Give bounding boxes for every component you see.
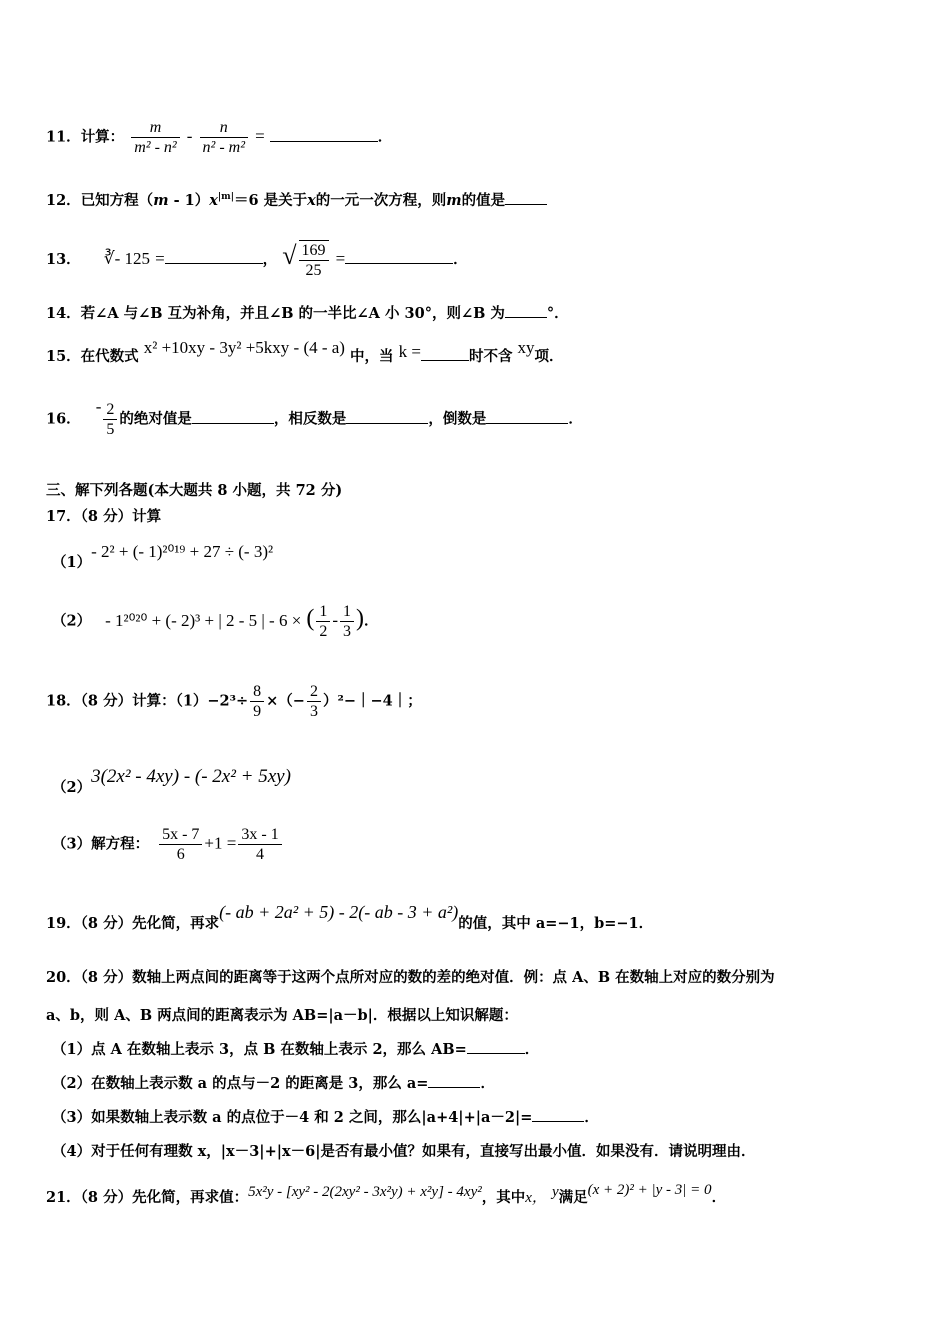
question-16: 16． - $\frac{2}{5}$ 的绝对值是 ，相反数是 ，倒数是 ． xyxy=(46,396,583,438)
question-12: 12．已知方程$(m - 1)x^{|m|}=6$ 是关于x的一元一次方程，则m的值是 xyxy=(46,187,547,211)
question-17-heading: 17．（8 分）计算 xyxy=(46,508,162,525)
answer-blank xyxy=(428,1075,480,1088)
q18-fraction-1: $\frac{8}{9}$ xyxy=(250,682,264,721)
answer-blank xyxy=(532,1109,584,1122)
q20-sub-3: （3）如果数轴上表示数 a 的点位于－4 和 2 之间，那么|a+4|+|a－2|= ． xyxy=(52,1109,599,1126)
q20-sub-1: （1）点 A 在数轴上表示 3，点 B 在数轴上表示 2，那么 AB= ． xyxy=(52,1041,540,1058)
question-20-line-1: 20．（8 分）数轴上两点间的距离等于这两个点所对应的数的差的绝对值．例：点 A、B 在数轴上对应的数分别为 xyxy=(46,969,775,986)
answer-blank xyxy=(192,411,274,424)
question-15: 15．在代数式 x² +10xy - 3y² +5kxy - (4 - a) 中，当 k = 时不含 xy项． xyxy=(46,338,564,365)
q11-fraction-2: $\frac{n}{\text{n² - m²}}$ xyxy=(200,118,248,157)
answer-blank xyxy=(165,251,263,264)
q11-label: 计算： xyxy=(80,128,125,146)
answer-blank xyxy=(421,348,469,361)
sqrt-icon: √ xyxy=(282,241,297,270)
q18-part-2: （2）3(2x² - 4xy) - (- 2x² + 5xy) xyxy=(52,766,291,796)
q11-number: 11． xyxy=(46,128,81,146)
question-11: 11．计算： $\frac{m}{\text{m² - n²}}$ - $\frac{n}{\text{n² - m²}}$ = ． xyxy=(46,119,393,156)
answer-blank xyxy=(467,1041,525,1054)
q20-sub-2: （2）在数轴上表示数 a 的点与－2 的距离是 3，那么 a= ． xyxy=(52,1075,495,1092)
section-heading: 三、解下列各题(本大题共 8 小题，共 72 分) xyxy=(46,482,343,499)
question-13: 13． ∛- 125 = ， √ $\frac{169}{25}$ = ． xyxy=(46,241,468,279)
question-21: 21．（8 分）先化简，再求值：5x²y - [xy² - 2(2xy² - 3x²y) + x²y] - 4xy²，其中x， y满足(x + 2)² + |y - 3| = 0． xyxy=(46,1182,727,1206)
answer-blank xyxy=(345,251,453,264)
q20-sub-4: （4）对于任何有理数 x，|x－3|+|x－6|是否有最小值？如果有，直接写出最小值．如果没有．请说明理由． xyxy=(52,1143,756,1160)
q15-expression: x² +10xy - 3y² +5kxy - (4 - a) xyxy=(143,338,345,357)
question-14: 14．若∠A 与∠B 互为补角，并且∠B 的一半比∠A 小 30°，则∠B 为 °． xyxy=(46,305,569,322)
q13-sqrt-fraction: $\frac{169}{25}$ xyxy=(299,240,329,280)
q16-fraction: $\frac{2}{5}$ xyxy=(103,400,117,439)
answer-blank xyxy=(486,411,568,424)
answer-blank xyxy=(346,411,428,424)
q11-fraction-1: $\frac{m}{\text{m² - n²}}$ xyxy=(131,118,179,157)
question-18: 18．（8 分）计算：（1）−2³÷ $\frac{8}{9}$ ×（− $\frac{2}{3}$ ）²−｜−4｜； xyxy=(46,683,422,720)
q18-fraction-2: $\frac{2}{3}$ xyxy=(307,682,321,721)
answer-blank xyxy=(270,129,378,142)
question-19: 19．（8 分）先化简，再求(- ab + 2a² + 5) - 2(- ab - 3 + a²)的值，其中 a=−1，b=−1． xyxy=(46,902,654,932)
question-20-line-2: a、b，则 A、B 两点间的距离表示为 AB=|a－b|．根据以上知识解题： xyxy=(46,1007,518,1024)
q17-part-2: （2） - 1²⁰²⁰ + (- 2)³ + | 2 - 5 | - 6 × ( $\frac{1}{2}$ - $\frac{1}{3}$ )． xyxy=(52,603,379,640)
q18-part-3: （3）解方程： $\frac{5x - 7}{6}$ +1 = $\frac{3x - 1}{4}$ xyxy=(52,825,284,864)
q17-part-1: （1）- 2² + (- 1)²⁰¹⁹ + 27 ÷ (- 3)² xyxy=(52,542,274,571)
answer-blank xyxy=(505,305,547,318)
answer-blank xyxy=(505,192,547,205)
cube-root-expr: ∛- 125 xyxy=(103,249,150,268)
